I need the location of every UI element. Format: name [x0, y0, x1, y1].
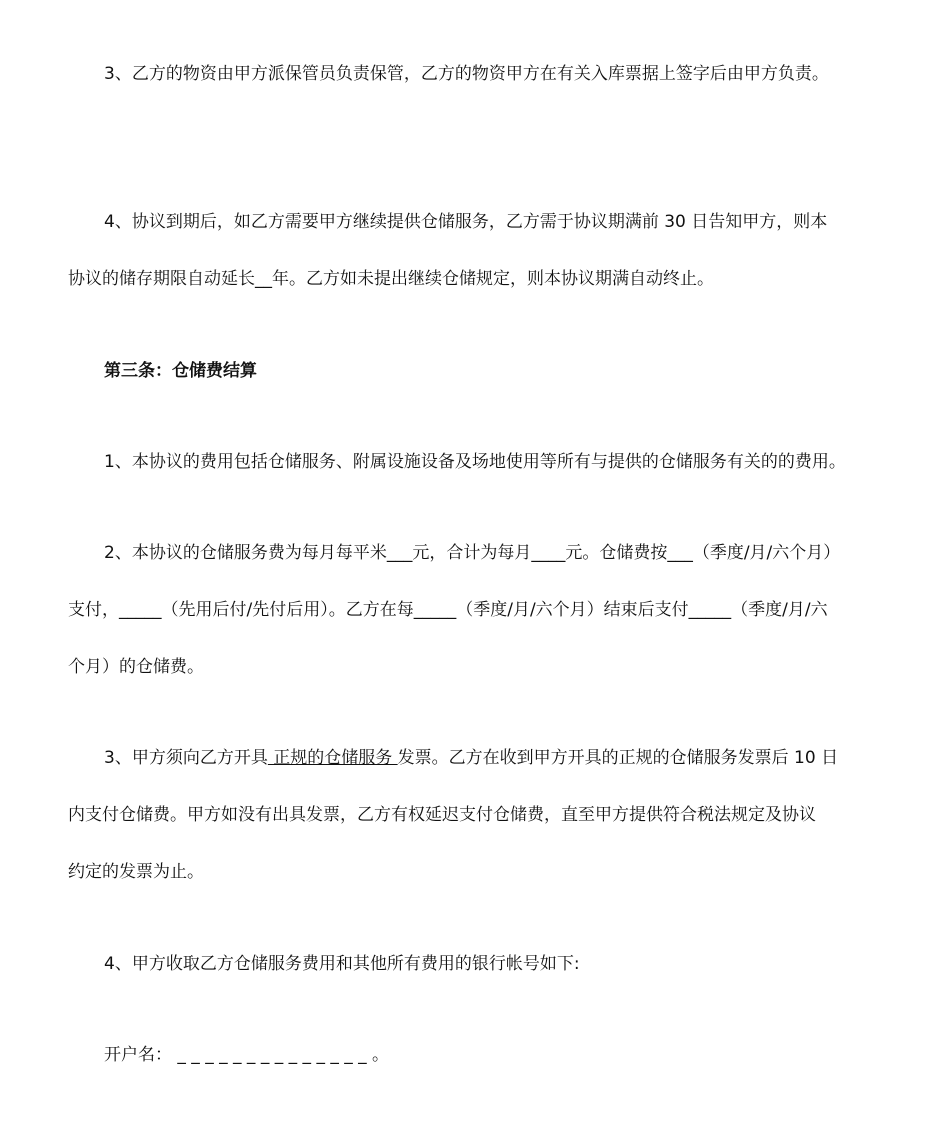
underlined-invoice-type: 正规的仓储服务: [267, 748, 398, 768]
clause-3-item-4: 4、甲方收取乙方仓储服务费用和其他所有费用的银行帐号如下:: [104, 954, 580, 974]
clause-3-item-1: 1、本协议的费用包括仓储服务、附属设施设备及场地使用等所有与提供的仓储服务有关的的费用。: [104, 452, 846, 472]
clause-3-item-2-line-3: 个月）的仓储费。: [68, 657, 204, 677]
clause-3-item-2-line-2: 支付，_____（先用后付/先付后用）。乙方在每_____（季度/月/六个月）结束后支付_____（季度/月/六: [68, 600, 828, 620]
clause-3-item-3-line-1: [104, 746, 884, 770]
clause-2-item-4-line-1: 4、协议到期后，如乙方需要甲方继续提供仓储服务，乙方需于协议期满前 30 日告知甲方，则本: [104, 212, 828, 232]
clause-2-item-4-line-2: 协议的储存期限自动延长__年。乙方如未提出继续仓储规定，则本协议期满自动终止。: [68, 269, 714, 289]
clause-2-item-3: 3、乙方的物资由甲方派保管员负责保管，乙方的物资甲方在有关入库票据上签字后由甲方负责。: [104, 64, 829, 84]
clause-3-item-3-prefix: 3、甲方须向乙方开具: [104, 748, 268, 768]
clause-3-item-3-line-2: 内支付仓储费。甲方如没有出具发票，乙方有权延迟支付仓储费，直至甲方提供符合税法规定及协议: [68, 805, 816, 825]
clause-3-item-2-line-1: 2、本协议的仓储服务费为每月每平米___元，合计为每月____元。仓储费按___（季度/月/六个月）: [104, 543, 841, 563]
clause-3-item-3-suffix: 发票。乙方在收到甲方开具的正规的仓储服务发票后 10 日: [397, 748, 839, 768]
account-name-line: 开户名： _ _ _ _ _ _ _ _ _ _ _ _ _ _ 。: [104, 1045, 390, 1065]
section-heading-article-3: 第三条：仓储费结算: [104, 361, 257, 381]
clause-3-item-3-line-3: 约定的发票为止。: [68, 862, 204, 882]
